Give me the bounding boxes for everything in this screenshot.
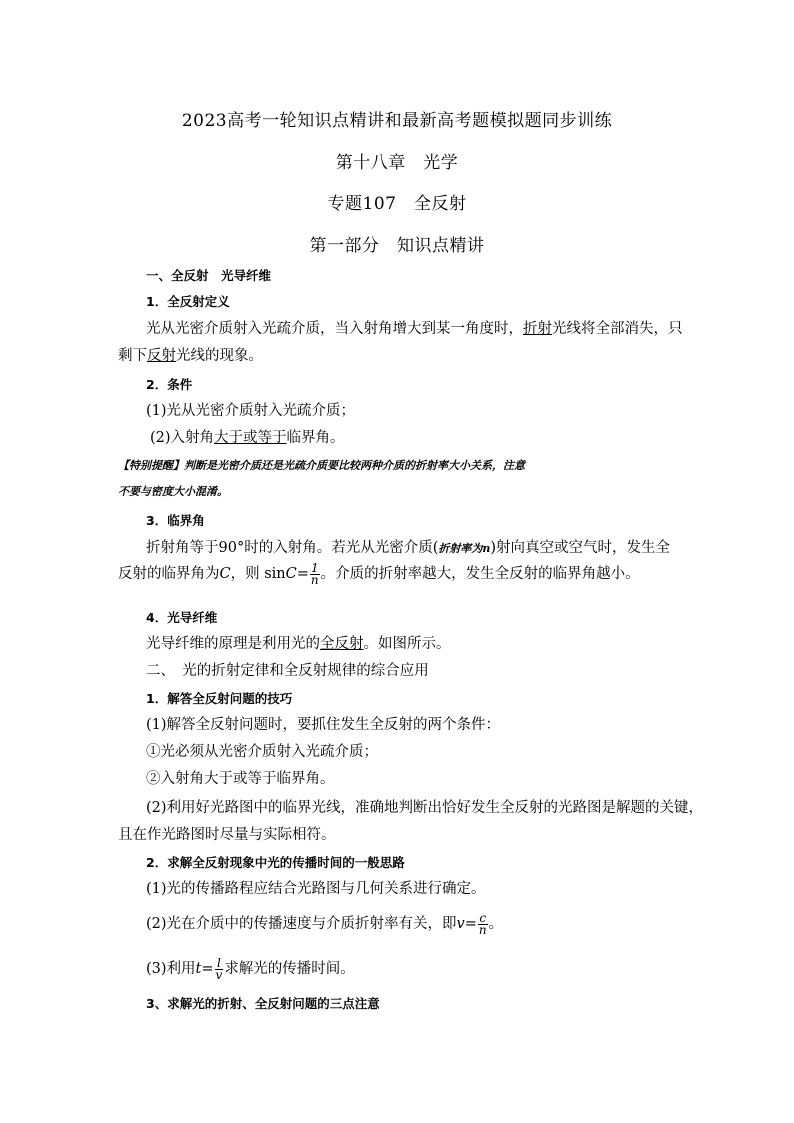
- critical-angle-heading: 3．临界角: [146, 513, 205, 528]
- text-segment: 光从光密介质射入光疏介质，当入射角增大到某一角度时，: [146, 321, 523, 337]
- definition-line-1: [146, 317, 706, 338]
- underlined-term: 全反射: [320, 636, 364, 652]
- underlined-term: 折射: [523, 321, 552, 337]
- variable-v: v: [456, 916, 465, 932]
- text-segment: 折射角等于90°时的入射角。若光从光密介质(: [146, 540, 439, 556]
- text-segment: 临界角。: [286, 430, 345, 446]
- fraction-denominator: n: [310, 572, 319, 587]
- topic-title: 专题107 全反射: [327, 194, 467, 214]
- fraction-numerator: 1: [310, 560, 319, 575]
- time-q3: [146, 957, 706, 981]
- fiber-line: [146, 632, 706, 653]
- technique-p4-line-1: (2)利用好光路图中的临界光线，准确地判断出恰好发生全反射的光路图是解题的关键，: [146, 800, 704, 816]
- fraction-numerator: l: [215, 958, 224, 970]
- section2-heading: 二、 光的折射定律和全反射规律的综合应用: [146, 663, 429, 679]
- text-segment: (2)光在介质中的传播速度与介质折射率有关，即: [146, 916, 457, 932]
- text-segment: 。: [488, 916, 504, 932]
- technique-p3: ②入射角大于或等于临界角。: [146, 771, 335, 787]
- fraction-l-over-v: [215, 955, 224, 982]
- definition-heading: 1．全反射定义: [146, 294, 230, 309]
- condition-1: (1)光从光密介质射入光疏介质；: [146, 403, 356, 419]
- main-title: 2023高考一轮知识点精讲和最新高考题模拟题同步训练: [181, 111, 613, 131]
- time-heading: 2．求解全反射现象中光的传播时间的一般思路: [146, 855, 405, 870]
- equals-sign: =: [201, 961, 214, 977]
- critical-angle-line-1: [146, 536, 706, 557]
- fraction-denominator: v: [215, 967, 223, 982]
- technique-p2: ①光必须从光密介质射入光疏介质；: [146, 744, 378, 760]
- text-segment: 光线的现象。: [176, 348, 263, 364]
- refractive-index-note: 折射率为n: [438, 542, 491, 555]
- technique-p4-line-2: 且在作光路图时尽量与实际相符。: [118, 827, 336, 843]
- text-segment: 求解光的传播时间。: [224, 961, 355, 977]
- text-segment: ，则 sin: [230, 566, 286, 582]
- equals-sign: =: [464, 916, 477, 932]
- text-segment: 光线将全部消失，只: [552, 321, 683, 337]
- equals-sign: =: [296, 566, 309, 582]
- variable-c: C: [285, 566, 297, 582]
- notes-heading: 3、求解光的折射、全反射问题的三点注意: [146, 996, 380, 1011]
- underlined-term: 大于或等于: [214, 430, 287, 446]
- fraction-denominator: n: [478, 922, 487, 937]
- time-q1: (1)光的传播路程应结合光路图与几何关系进行确定。: [146, 881, 486, 897]
- text-segment: 。如图所示。: [363, 636, 451, 652]
- chapter-title: 第十八章 光学: [335, 153, 459, 173]
- text-segment: (2)入射角: [150, 430, 215, 446]
- special-tip-line-2: 不要与密度大小混淆。: [118, 485, 228, 498]
- critical-angle-line-2: [118, 562, 678, 586]
- fraction-1-over-n: [310, 560, 320, 587]
- text-segment: )射向真空或空气时，发生全: [490, 540, 671, 556]
- technique-p1: (1)解答全反射问题时，要抓住发生全反射的两个条件：: [146, 717, 501, 733]
- part-title: 第一部分 知识点精讲: [309, 236, 485, 256]
- technique-heading: 1．解答全反射问题的技巧: [146, 691, 293, 706]
- fraction-c-over-n: [478, 910, 488, 937]
- text-segment: 。介质的折射率越大，发生全反射的临界角越小。: [320, 566, 640, 582]
- fraction-numerator: c: [479, 910, 487, 925]
- text-segment: (3)利用: [146, 961, 196, 977]
- text-segment: 反射的临界角为: [118, 566, 220, 582]
- variable-c: C: [219, 566, 231, 582]
- condition-heading: 2．条件: [146, 377, 193, 392]
- special-tip-line-1: 【特别提醒】判断是光密介质还是光疏介质要比较两种介质的折射率大小关系，注意: [118, 459, 525, 472]
- text-segment: 光导纤维的原理是利用光的: [146, 636, 320, 652]
- time-q2: [146, 912, 706, 936]
- fiber-heading: 4．光导纤维: [146, 610, 218, 625]
- variable-t: t: [195, 961, 202, 977]
- text-segment: 剩下: [118, 348, 147, 364]
- section1-heading: 一、全反射 光导纤维: [146, 268, 272, 283]
- underlined-term: 反射: [147, 348, 176, 364]
- condition-2: [150, 426, 710, 447]
- definition-line-2: [118, 344, 678, 365]
